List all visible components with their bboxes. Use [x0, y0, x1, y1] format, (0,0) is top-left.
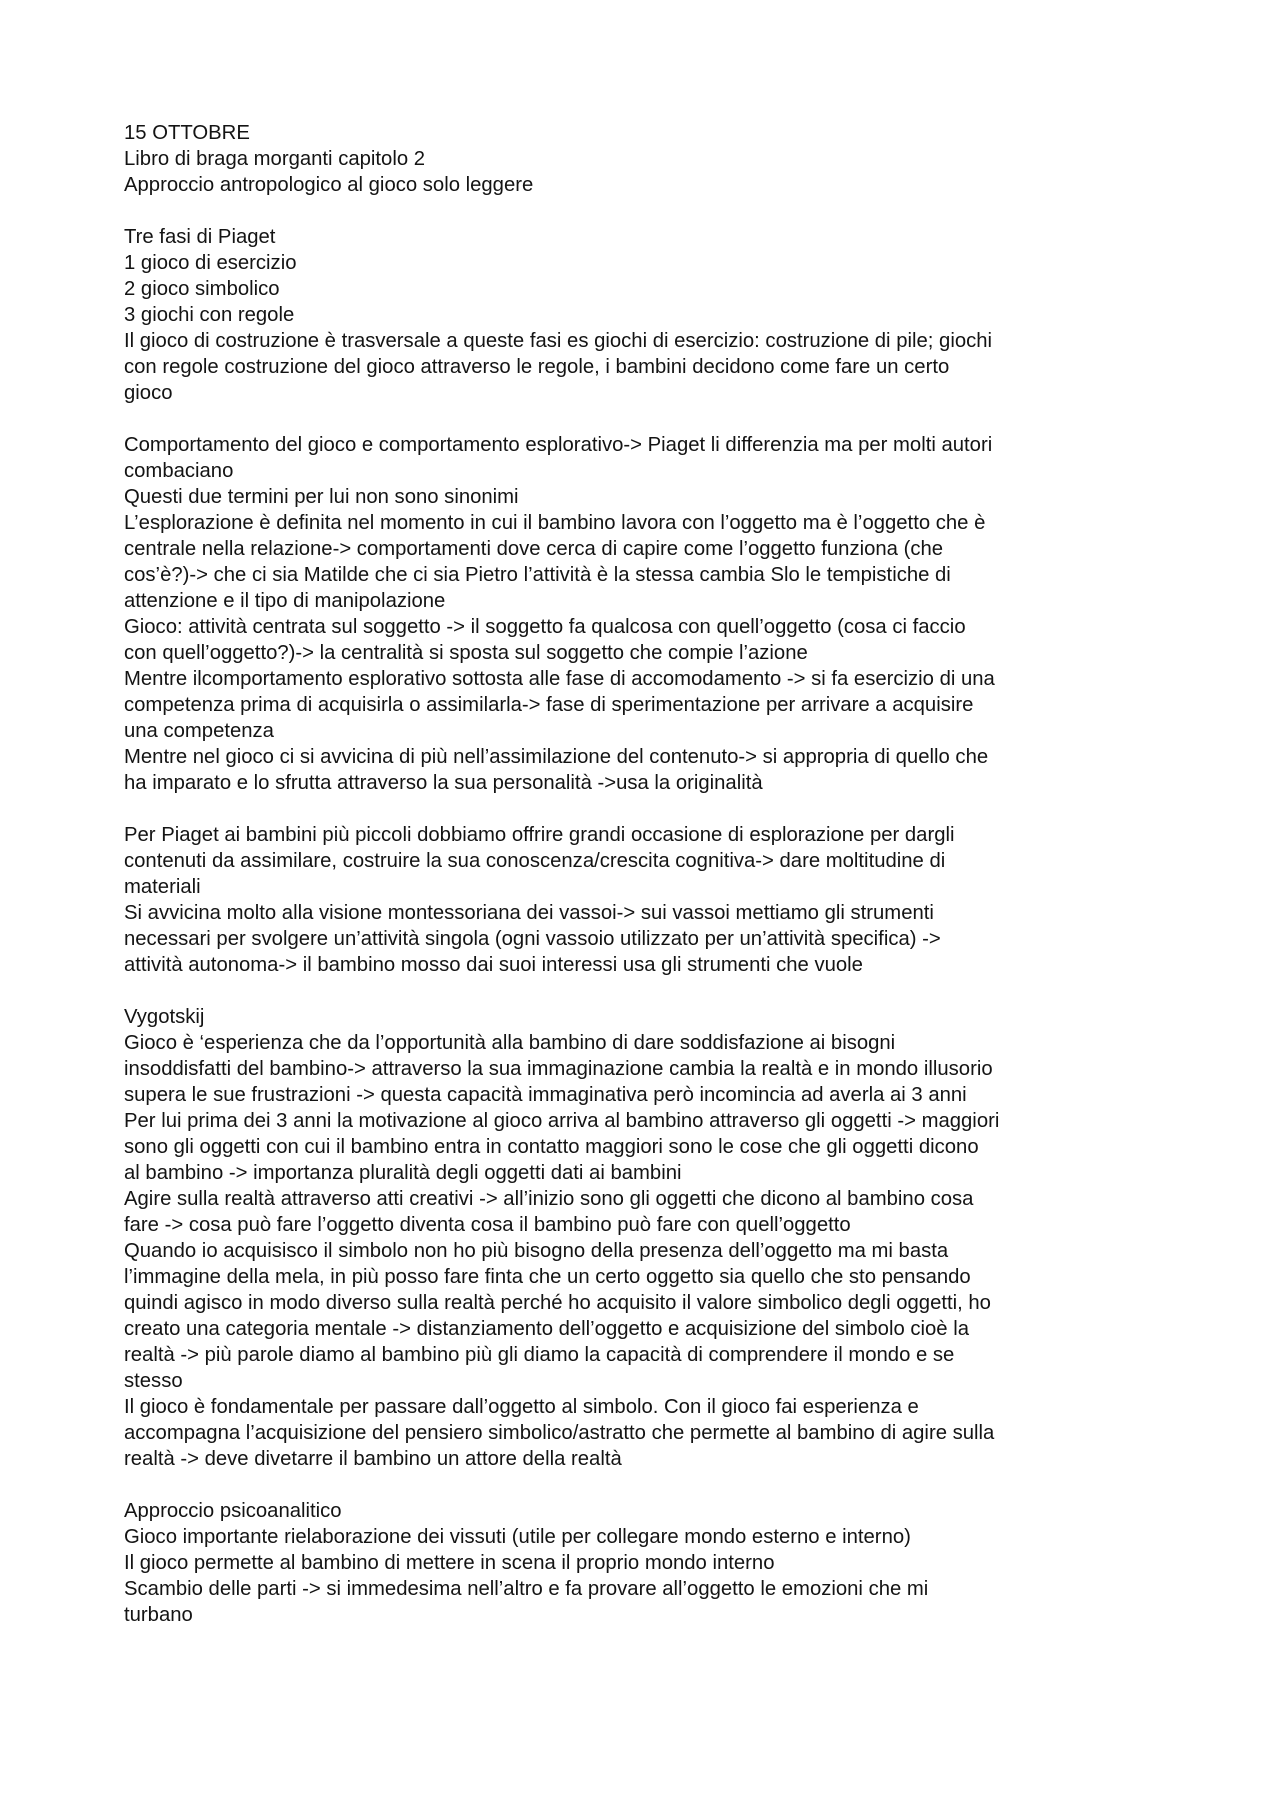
text-line: 1 gioco di esercizio	[124, 252, 297, 274]
text-line: attenzione e il tipo di manipolazione	[124, 590, 446, 612]
text-line: con quell’oggetto?)-> la centralità si sposta sul soggetto che compie l’azione	[124, 642, 808, 664]
text-line: competenza prima di acquisirla o assimilarla-> fase di sperimentazione per arrivare a acquisire	[124, 694, 974, 716]
text-line: attività autonoma-> il bambino mosso dai suoi interessi usa gli strumenti che vuole	[124, 954, 863, 976]
text-line: fare -> cosa può fare l’oggetto diventa cosa il bambino può fare con quell’oggetto	[124, 1214, 851, 1236]
text-line: ha imparato e lo sfrutta attraverso la sua personalità ->usa la originalità	[124, 772, 763, 794]
text-line: Tre fasi di Piaget	[124, 226, 276, 248]
text-line: insoddisfatti del bambino-> attraverso la sua immaginazione cambia la realtà e in mondo illusorio	[124, 1058, 993, 1080]
text-line: 3 giochi con regole	[124, 304, 295, 326]
text-line: Quando io acquisisco il simbolo non ho più bisogno della presenza dell’oggetto ma mi basta	[124, 1240, 949, 1262]
text-line: con regole costruzione del gioco attraverso le regole, i bambini decidono come fare un certo	[124, 356, 950, 378]
blank-line	[124, 796, 1164, 822]
text-line: Gioco importante rielaborazione dei vissuti (utile per collegare mondo esterno e interno)	[124, 1526, 911, 1548]
document-page	[124, 120, 1164, 1628]
blank-line	[124, 406, 1164, 432]
text-line: 15 OTTOBRE	[124, 122, 250, 144]
blank-line	[124, 978, 1164, 1004]
text-line: Vygotskij	[124, 1006, 205, 1028]
text-line: Gioco: attività centrata sul soggetto -> il soggetto fa qualcosa con quell’oggetto (cosa ci faccio	[124, 616, 966, 638]
text-line: contenuti da assimilare, costruire la sua conoscenza/crescita cognitiva-> dare moltitudine di	[124, 850, 946, 872]
text-line: Agire sulla realtà attraverso atti creativi -> all’inizio sono gli oggetti che dicono al bambino cosa	[124, 1188, 974, 1210]
text-line: Si avvicina molto alla visione montessoriana dei vassoi-> sui vassoi mettiamo gli strumenti	[124, 902, 934, 924]
text-line: realtà -> deve divetarre il bambino un attore della realtà	[124, 1448, 622, 1470]
text-line: Il gioco è fondamentale per passare dall’oggetto al simbolo. Con il gioco fai esperienza e	[124, 1396, 919, 1418]
text-line: una competenza	[124, 720, 274, 742]
text-line: creato una categoria mentale -> distanziamento dell’oggetto e acquisizione del simbolo cioè la	[124, 1318, 969, 1340]
text-line: supera le sue frustrazioni -> questa capacità immaginativa però incomincia ad averla ai 3 anni	[124, 1084, 967, 1106]
text-line: al bambino -> importanza pluralità degli oggetti dati ai bambini	[124, 1162, 682, 1184]
text-line: sono gli oggetti con cui il bambino entra in contatto maggiori sono le cose che gli oggetti dicono	[124, 1136, 979, 1158]
text-line: realtà -> più parole diamo al bambino più gli diamo la capacità di comprendere il mondo e se	[124, 1344, 955, 1366]
text-line: Il gioco permette al bambino di mettere in scena il proprio mondo interno	[124, 1552, 775, 1574]
text-line: Approccio antropologico al gioco solo leggere	[124, 174, 534, 196]
text-line: turbano	[124, 1604, 193, 1626]
text-line: 2 gioco simbolico	[124, 278, 280, 300]
text-line: Gioco è ‘esperienza che da l’opportunità alla bambino di dare soddisfazione ai bisogni	[124, 1032, 896, 1054]
text-line: L’esplorazione è definita nel momento in cui il bambino lavora con l’oggetto ma è l’oggetto che è	[124, 512, 986, 534]
text-line: Mentre nel gioco ci si avvicina di più nell’assimilazione del contenuto-> si appropria di quello che	[124, 746, 989, 768]
text-line: Mentre ilcomportamento esplorativo sottosta alle fase di accomodamento -> si fa esercizio di una	[124, 668, 995, 690]
text-line: cos’è?)-> che ci sia Matilde che ci sia Pietro l’attività è la stessa cambia Slo le tempistiche di	[124, 564, 951, 586]
text-line: centrale nella relazione-> comportamenti dove cerca di capire come l’oggetto funziona (che	[124, 538, 944, 560]
text-line: materiali	[124, 876, 201, 898]
text-line: Libro di braga morganti capitolo 2	[124, 148, 426, 170]
text-line: l’immagine della mela, in più posso fare finta che un certo oggetto sia quello che sto pensando	[124, 1266, 971, 1288]
text-line: Comportamento del gioco e comportamento esplorativo-> Piaget li differenzia ma per molti autori	[124, 434, 993, 456]
text-line: gioco	[124, 382, 173, 404]
text-line: Il gioco di costruzione è trasversale a queste fasi es giochi di esercizio: costruzione di pile; giochi	[124, 330, 993, 352]
text-line: combaciano	[124, 460, 234, 482]
blank-line	[124, 1472, 1164, 1498]
text-line: necessari per svolgere un’attività singola (ogni vassoio utilizzato per un’attività specifica) ->	[124, 928, 941, 950]
text-line: Approccio psicoanalitico	[124, 1500, 342, 1522]
blank-line	[124, 198, 1164, 224]
text-line: Per Piaget ai bambini più piccoli dobbiamo offrire grandi occasione di esplorazione per dargli	[124, 824, 955, 846]
text-line: Questi due termini per lui non sono sinonimi	[124, 486, 519, 508]
text-line: quindi agisco in modo diverso sulla realtà perché ho acquisito il valore simbolico degli oggetti, ho	[124, 1292, 991, 1314]
text-line: accompagna l’acquisizione del pensiero simbolico/astratto che permette al bambino di agire sulla	[124, 1422, 995, 1444]
text-line: Per lui prima dei 3 anni la motivazione al gioco arriva al bambino attraverso gli oggetti -> maggiori	[124, 1110, 1000, 1132]
text-line: Scambio delle parti -> si immedesima nell’altro e fa provare all’oggetto le emozioni che mi	[124, 1578, 929, 1600]
text-line: stesso	[124, 1370, 183, 1392]
